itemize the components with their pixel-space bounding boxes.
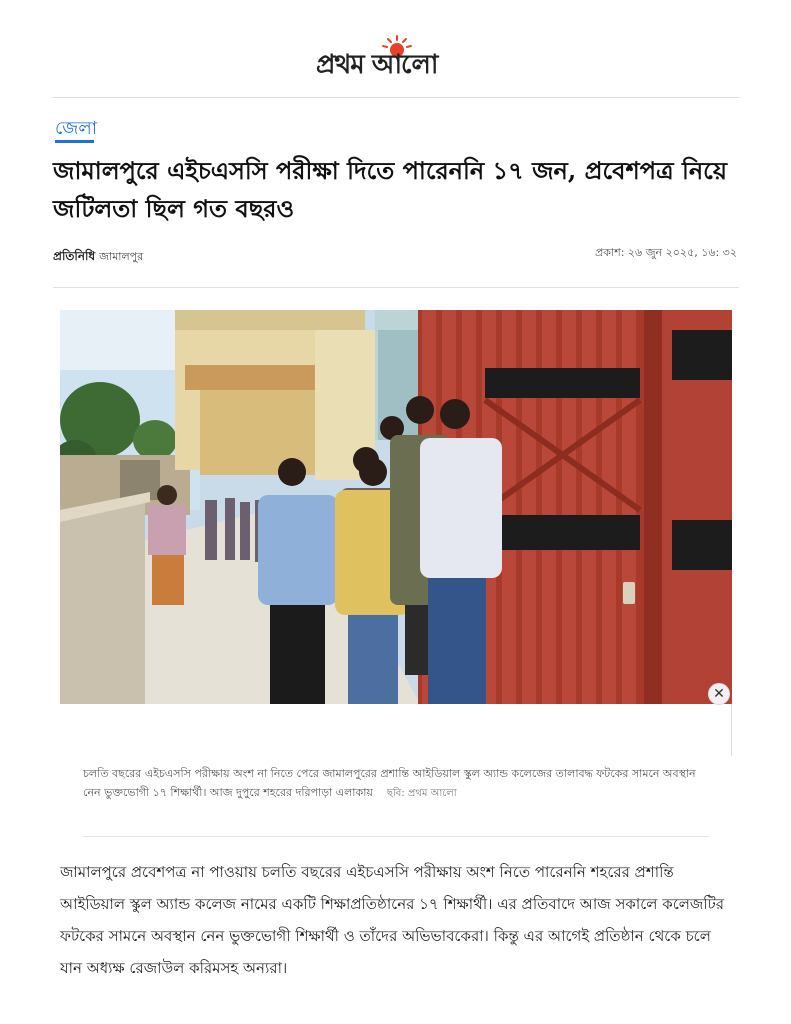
photo-caption — [83, 764, 703, 803]
lead-photo — [60, 310, 732, 704]
author-location: জামালপুর — [99, 250, 144, 263]
photo-credit: ছবি: প্রথম আলো — [386, 788, 457, 799]
close-icon[interactable]: ✕ — [708, 683, 730, 705]
section-tag-underline — [55, 140, 94, 143]
photo-frame-edge — [731, 704, 732, 756]
site-logo[interactable] — [300, 34, 490, 80]
author-name[interactable]: প্রতিনিধি — [53, 249, 96, 263]
header-divider — [53, 97, 739, 98]
masthead — [0, 30, 791, 80]
section-tag-link[interactable]: জেলা — [55, 118, 98, 139]
byline — [53, 248, 143, 268]
site-logo-text: প্রথম আলো — [316, 50, 438, 80]
publish-timestamp: প্রকাশ: ২৬ জুন ২০২৫, ১৬: ৩২ — [595, 246, 737, 259]
article-body-paragraph: জামালপুরে প্রবেশপত্র না পাওয়ায় চলতি বছরের এইচএসসি পরীক্ষায় অংশ নিতে পারেননি শহরের প্রশান্তি আইডিয়াল স্কুল অ্যান্ড কলেজ নামের একটি শিক্ষাপ্রতিষ্ঠানের ১৭ শিক্ষার্থী। এর প্রতিবাদে আজ সকালে কলেজটির ফটকের সামনে অবস্থান নেন ভুক্তভোগী শিক্ষার্থী ও তাঁদের অভিভাবকেরা। কিন্তু এর আগেই প্রতিষ্ঠান থেকে চলে যান অধ্যক্ষ রেজাউল করিমসহ অন্যরা। — [60, 863, 725, 977]
article-headline: জামালপুরে এইচএসসি পরীক্ষা দিতে পারেননি ১৭ জন, প্রবেশপত্র নিয়ে জটিলতা ছিল গত বছরও — [53, 156, 727, 223]
byline-divider — [53, 287, 739, 288]
photo-caption-text: চলতি বছরের এইচএসসি পরীক্ষায় অংশ না নিতে পেরে জামালপুরের প্রশান্তি আইডিয়াল স্কুল অ্যান্ড কলেজের তালাবদ্ধ ফটকের সামনে অবস্থান নেন ভুক্তভোগী ১৭ শিক্ষার্থী। আজ দুপুরে শহরের দরিপাড়া এলাকায় — [83, 767, 696, 799]
caption-divider — [83, 836, 709, 837]
